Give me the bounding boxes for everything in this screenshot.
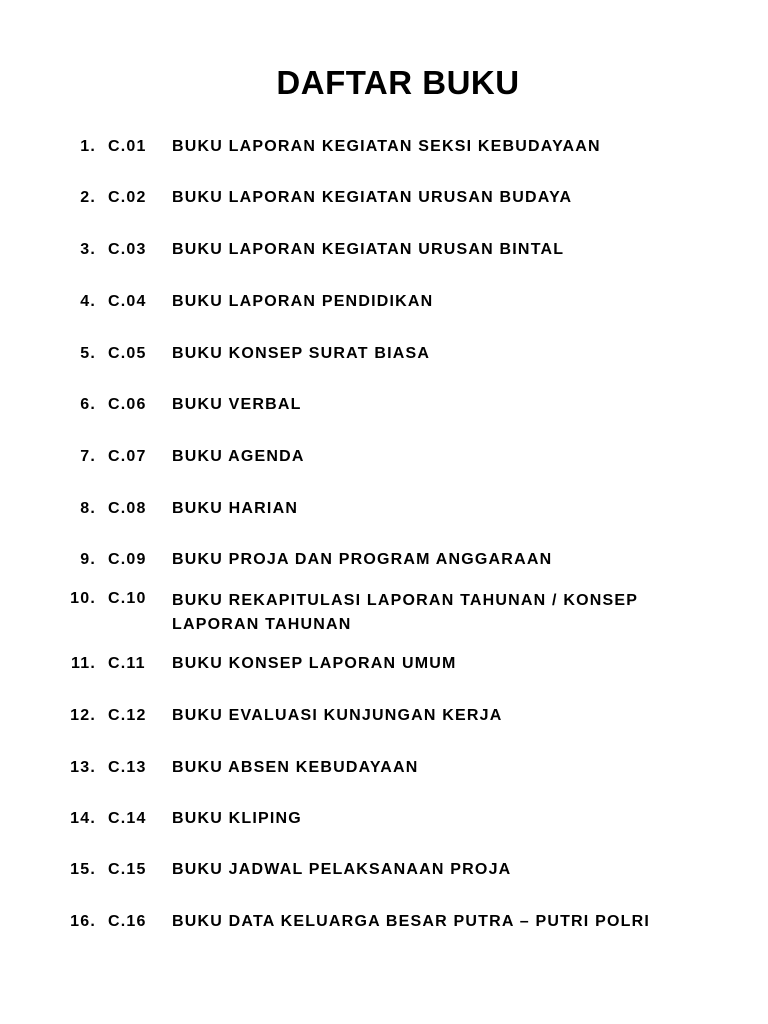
item-code: C.11	[108, 655, 146, 672]
item-code: C.15	[108, 861, 147, 878]
item-title: BUKU LAPORAN PENDIDIKAN	[172, 293, 434, 310]
item-title: BUKU KONSEP LAPORAN UMUM	[172, 655, 457, 672]
item-code: C.07	[108, 448, 147, 465]
item-title: BUKU JADWAL PELAKSANAAN PROJA	[172, 861, 512, 878]
item-title: BUKU HARIAN	[172, 500, 299, 517]
item-number: 1.	[80, 138, 96, 155]
item-number: 9.	[80, 551, 96, 568]
item-title: BUKU LAPORAN KEGIATAN URUSAN BINTAL	[172, 241, 565, 258]
item-title: BUKU AGENDA	[172, 448, 305, 465]
item-title: BUKU KLIPING	[172, 810, 302, 827]
item-title: BUKU LAPORAN KEGIATAN SEKSI KEBUDAYAAN	[172, 138, 601, 155]
item-number: 12.	[70, 707, 96, 724]
item-number: 4.	[80, 293, 96, 310]
item-title: BUKU LAPORAN KEGIATAN URUSAN BUDAYA	[172, 189, 573, 206]
item-code: C.04	[108, 293, 147, 310]
item-number: 14.	[70, 810, 96, 827]
item-title: BUKU EVALUASI KUNJUNGAN KERJA	[172, 707, 503, 724]
item-code: C.12	[108, 707, 147, 724]
item-title: BUKU PROJA DAN PROGRAM ANGGARAAN	[172, 551, 553, 568]
item-number: 15.	[70, 861, 96, 878]
item-code: C.13	[108, 759, 147, 776]
item-number: 10.	[70, 590, 96, 607]
item-title: BUKU VERBAL	[172, 396, 302, 413]
item-title: BUKU KONSEP SURAT BIASA	[172, 345, 431, 362]
item-code: C.09	[108, 551, 147, 568]
item-title: BUKU REKAPITULASI LAPORAN TAHUNAN / KONSEP LAPORAN TAHUNAN	[172, 592, 639, 633]
item-number: 16.	[70, 913, 96, 930]
page-title: DAFTAR BUKU	[276, 64, 520, 101]
item-code: C.05	[108, 345, 147, 362]
item-number: 3.	[80, 241, 96, 258]
item-code: C.10	[108, 590, 147, 607]
item-number: 11.	[71, 655, 96, 672]
item-number: 2.	[80, 189, 96, 206]
item-code: C.01	[108, 138, 147, 155]
item-number: 6.	[80, 396, 96, 413]
item-code: C.06	[108, 396, 147, 413]
item-number: 7.	[80, 448, 96, 465]
item-code: C.02	[108, 189, 147, 206]
item-number: 8.	[80, 500, 96, 517]
item-title: BUKU DATA KELUARGA BESAR PUTRA – PUTRI POLRI	[172, 913, 650, 930]
item-code: C.08	[108, 500, 147, 517]
item-title: BUKU ABSEN KEBUDAYAAN	[172, 759, 419, 776]
item-code: C.16	[108, 913, 147, 930]
item-number: 13.	[70, 759, 96, 776]
item-code: C.14	[108, 810, 147, 827]
item-number: 5.	[80, 345, 96, 362]
item-code: C.03	[108, 241, 147, 258]
